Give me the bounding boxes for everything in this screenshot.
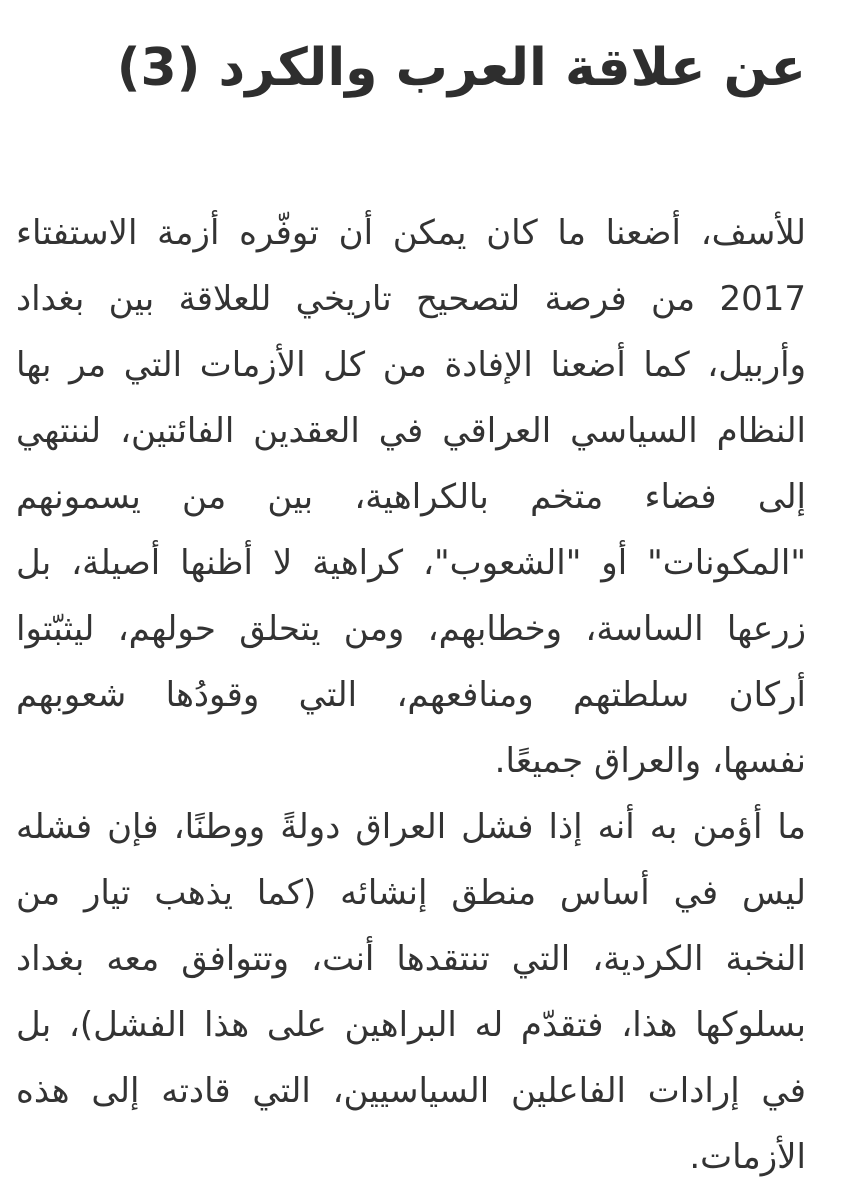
text-line: "المكونات" أو "الشعوب"، كراهية لا أظنها أصيلة، بل [16,543,806,583]
text-line: النخبة الكردية، التي تنتقدها أنت، وتتوافق معه بغداد [16,939,806,979]
article-title: عن علاقة العرب والكرد (3) [116,38,806,98]
text-line: وأربيل، كما أضعنا الإفادة من كل الأزمات التي مر بها [16,345,806,385]
text-line: النظام السياسي العراقي في العقدين الفائتين، لننتهي [16,411,806,451]
text-line: نفسها، والعراق جميعًا. [494,741,806,781]
text-line: بسلوكها هذا، فتقدّم له البراهين على هذا الفشل)، بل [16,1005,806,1045]
text-line: ما أؤمن به أنه إذا فشل العراق دولةً ووطنًا، فإن فشله [16,807,806,847]
text-line: زرعها الساسة، وخطابهم، ومن يتحلق حولهم، ليثبّتوا [16,609,806,649]
text-line: في إرادات الفاعلين السياسيين، التي قادته إلى هذه [16,1071,806,1111]
article-body [16,200,806,1190]
paragraph-2 [16,794,806,1190]
text-line: للأسف، أضعنا ما كان يمكن أن توفّره أزمة الاستفتاء [16,213,806,253]
text-line: إلى فضاء متخم بالكراهية، بين من يسمونهم [16,477,806,517]
text-line: أركان سلطتهم ومنافعهم، التي وقودُها شعوبهم [16,675,806,715]
text-line: 2017 من فرصة لتصحيح تاريخي للعلاقة بين بغداد [16,279,806,319]
text-line: الأزمات. [689,1137,806,1177]
text-line: ليس في أساس منطق إنشائه (كما يذهب تيار من [16,873,806,913]
paragraph-1 [16,200,806,794]
